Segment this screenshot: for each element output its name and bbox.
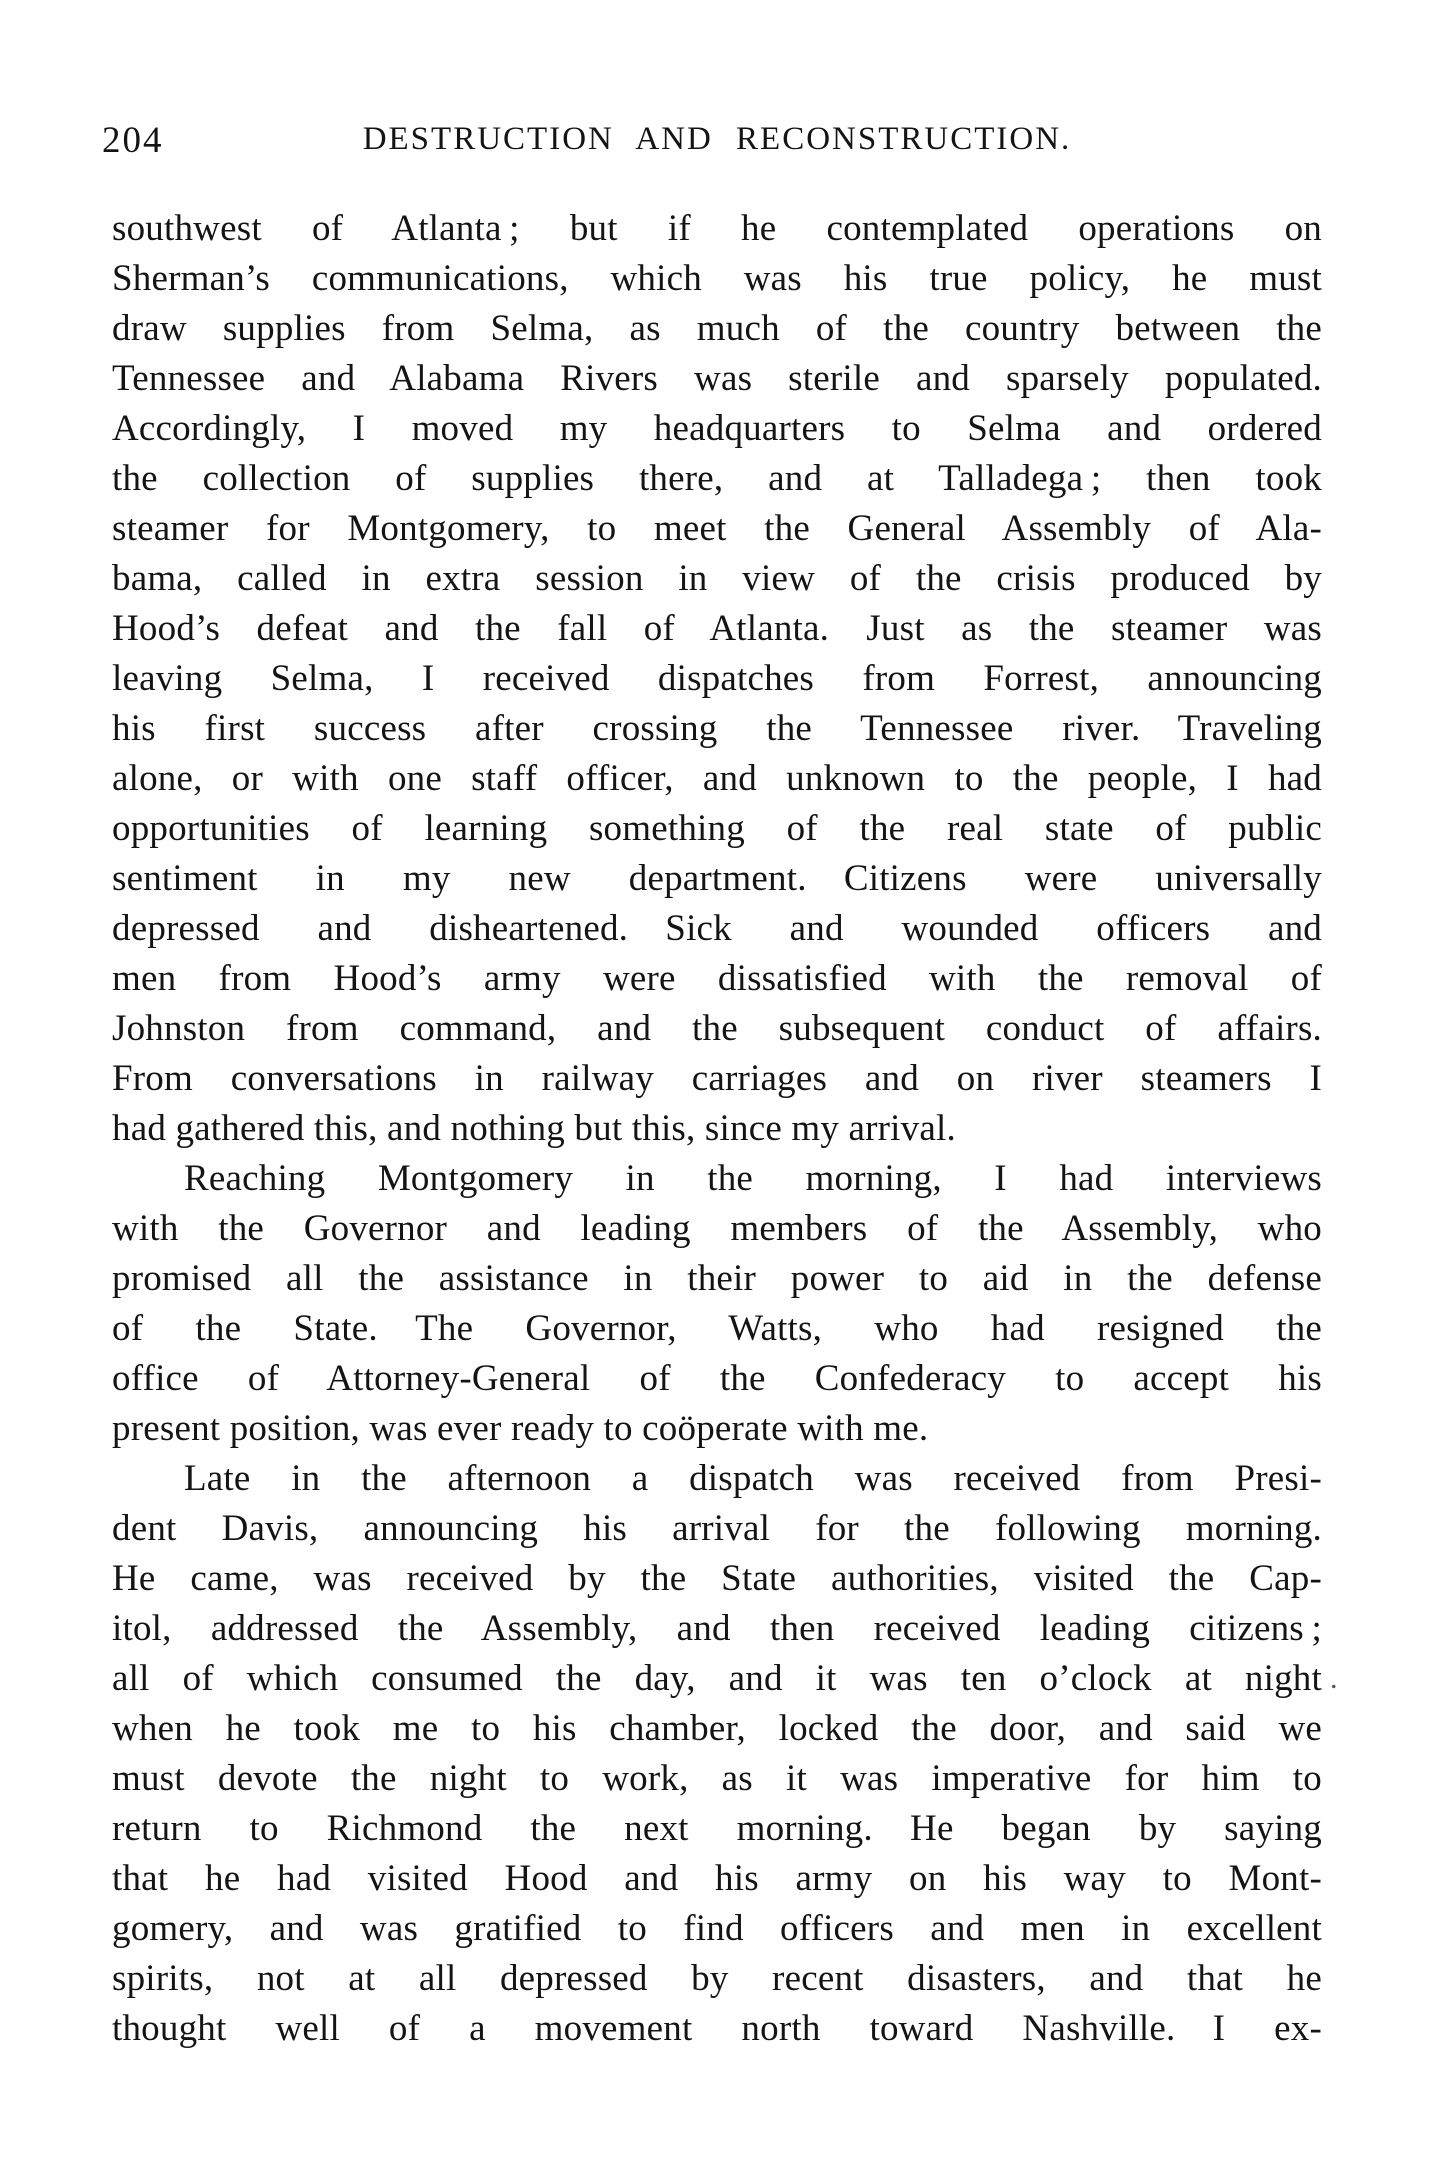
text-line: office of Attorney-General of the Confederacy to accept his [112,1358,1322,1399]
text-line: Johnston from command, and the subsequent conduct of affairs. [112,1008,1322,1049]
scan-speck-artifact: . [1330,1662,1338,1695]
text-line: when he took me to his chamber, locked the door, and said we [112,1708,1322,1749]
text-line: had gathered this, and nothing but this, since my arrival. [112,1108,956,1149]
text-line: spirits, not at all depressed by recent disasters, and that he [112,1958,1322,1999]
text-line: gomery, and was gratified to find officers and men in excellent [112,1908,1322,1949]
running-title: DESTRUCTION AND RECONSTRUCTION. [362,121,1072,157]
text-line: itol, addressed the Assembly, and then received leading citizens ; [112,1608,1322,1649]
text-line: From conversations in railway carriages and on river steamers I [112,1058,1322,1099]
text-line: bama, called in extra session in view of the crisis produced by [112,558,1322,599]
text-line: of the State. The Governor, Watts, who had resigned the [112,1308,1322,1349]
text-line: all of which consumed the day, and it was ten o’clock at night [112,1658,1322,1699]
text-line: Hood’s defeat and the fall of Atlanta. Just as the steamer was [112,608,1322,649]
text-line: thought well of a movement north toward Nashville. I ex- [112,2008,1322,2049]
text-line: his first success after crossing the Tennessee river. Traveling [112,708,1322,749]
text-line: Reaching Montgomery in the morning, I had interviews [184,1158,1322,1199]
text-line: promised all the assistance in their power to aid in the defense [112,1258,1322,1299]
text-line: alone, or with one staff officer, and unknown to the people, I had [112,758,1322,799]
text-line: steamer for Montgomery, to meet the General Assembly of Ala- [112,508,1322,549]
text-line: Accordingly, I moved my headquarters to Selma and ordered [112,408,1322,449]
text-line: the collection of supplies there, and at Talladega ; then took [112,458,1322,499]
text-line: draw supplies from Selma, as much of the country between the [112,308,1322,349]
text-line: present position, was ever ready to coöperate with me. [112,1408,929,1449]
paragraph [112,1454,1322,2054]
page-number: 204 [102,120,164,161]
text-line: He came, was received by the State authorities, visited the Cap- [112,1558,1322,1599]
text-line: return to Richmond the next morning. He began by saying [112,1808,1322,1849]
paragraph [112,204,1322,1154]
page-header [102,110,1322,161]
text-line: Tennessee and Alabama Rivers was sterile and sparsely populated. [112,358,1322,399]
text-line: southwest of Atlanta ; but if he contemplated operations on [112,208,1322,249]
text-line: leaving Selma, I received dispatches from Forrest, announcing [112,658,1322,699]
text-line: must devote the night to work, as it was imperative for him to [112,1758,1322,1799]
text-line: sentiment in my new department. Citizens were universally [112,858,1322,899]
text-line: opportunities of learning something of the real state of public [112,808,1322,849]
text-line: Late in the afternoon a dispatch was received from Presi- [184,1458,1322,1499]
text-line: depressed and disheartened. Sick and wounded officers and [112,908,1322,949]
body-text [112,204,1322,2054]
text-line: with the Governor and leading members of the Assembly, who [112,1208,1322,1249]
text-line: that he had visited Hood and his army on his way to Mont- [112,1858,1322,1899]
text-line: men from Hood’s army were dissatisfied with the removal of [112,958,1322,999]
paragraph [112,1154,1322,1454]
text-line: dent Davis, announcing his arrival for the following morning. [112,1508,1322,1549]
text-line: Sherman’s communications, which was his true policy, he must [112,258,1322,299]
